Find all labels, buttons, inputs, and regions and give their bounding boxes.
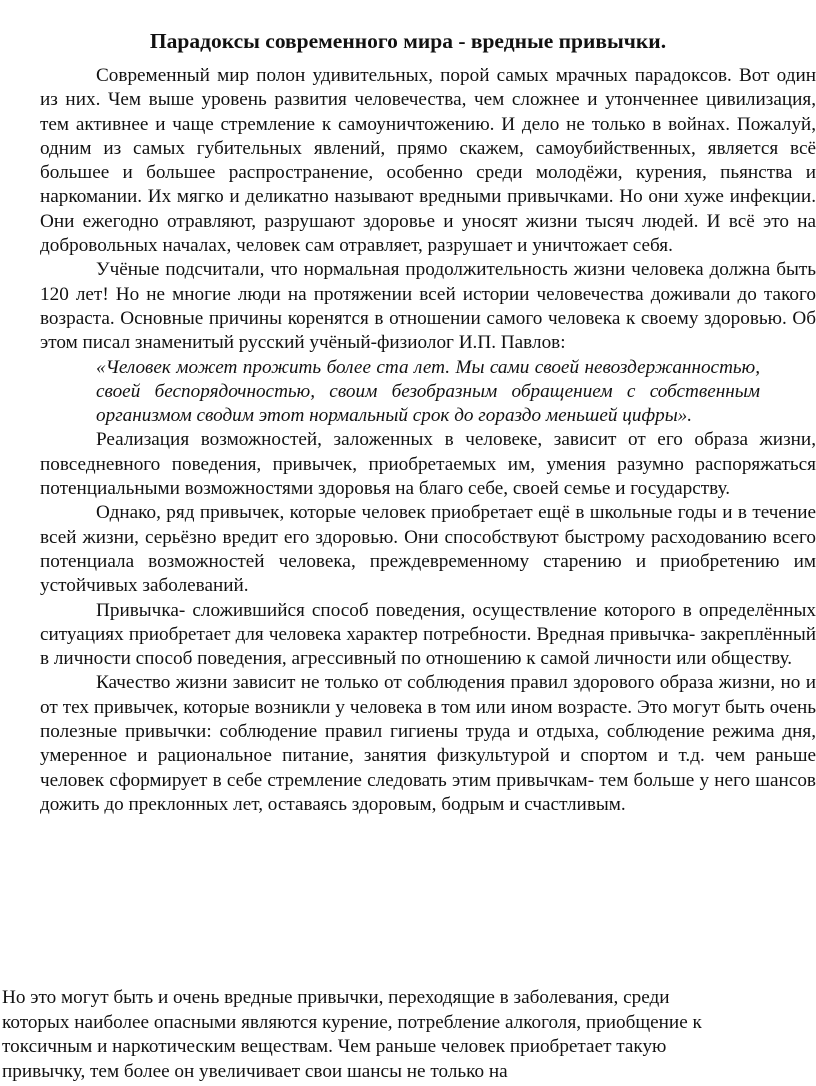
document-tail (2, 986, 792, 1084)
paragraph-intro: Современный мир полон удивительных, порой самых мрачных парадоксов. Вот один из них. Чем выше уровень развития человечества, чем сложнее и утонченнее цивилизация, тем активнее и чаще стремление к самоуничтожению. И дело не только в войнах. Пожалуй, одним из самых губительных явлений, прямо скажем, самоубийственных, является всё большее и большее распространение, особенно среди молодёжи, курения, пьянства и наркомании. Их мягко и деликатно называют вредными привычками. Но они хуже инфекции. Они ежегодно отравляют, разрушают здоровье и уносят жизни тысяч людей. И всё это на добровольных началах, человек сам отравляет, разрушает и уничтожает себя. (40, 65, 816, 257)
paragraph-habits-harm: Однако, ряд привычек, которые человек приобретает ещё в школьные годы и в течение всей жизни, серьёзно вредит его здоровью. Они способствуют быстрому расходованию всего потенциала возможностей человека, преждевременному старению и приобретению им устойчивых заболеваний. (40, 502, 816, 597)
pavlov-quote: «Человек может прожить более ста лет. Мы сами своей невоздержанностью, своей беспорядочностью, своим безобразным обращением с собственным организмом сводим этот нормальный срок до гораздо меньшей цифры». (96, 356, 760, 427)
document-body (40, 64, 816, 817)
tail-line: привычку, тем более он увеличивает свои шансы не только на (2, 1060, 508, 1082)
tail-line: которых наиболее опасными являются курение, потребление алкоголя, приобщение к (2, 1011, 702, 1033)
tail-line: Но это могут быть и очень вредные привычки, переходящие в заболевания, среди (2, 987, 670, 1008)
paragraph-habit-definition: Привычка- сложившийся способ поведения, осуществление которого в определённых ситуациях приобретает для человека характер потребности. Вредная привычка- закреплённый в личности способ поведения, агрессивный по отношению к самой личности или обществу. (40, 599, 816, 670)
paragraph-lifespan: Учёные подсчитали, что нормальная продолжительность жизни человека должна быть 120 лет! Но не многие люди на протяжении всей истории человечества доживали до такого возраста. Основные причины коренятся в отношении самого человека к своему здоровью. Об этом писал знаменитый русский учёный-физиолог И.П. Павлов: (40, 259, 816, 354)
document-title: Парадоксы современного мира - вредные привычки. (149, 29, 667, 53)
paragraph-realization: Реализация возможностей, заложенных в человеке, зависит от его образа жизни, повседневного поведения, привычек, приобретаемых им, умения разумно распоряжаться потенциальными возможностями здоровья на благо себе, своей семье и государству. (40, 429, 816, 500)
tail-line: токсичным и наркотическим веществам. Чем раньше человек приобретает такую (2, 1036, 667, 1058)
paragraph-quality-of-life: Качество жизни зависит не только от соблюдения правил здорового образа жизни, но и от тех привычек, которые возникли у человека в том или ином возрасте. Это могут быть очень полезные привычки: соблюдение правил гигиены труда и отдыха, соблюдение режима дня, умеренное и рациональное питание, занятия физкультурой и спортом и т.д. чем раньше человек сформирует в себе стремление следовать этим привычкам- тем больше у него шансов дожить до преклонных лет, оставаясь здоровым, бодрым и счастливым. (40, 672, 816, 815)
